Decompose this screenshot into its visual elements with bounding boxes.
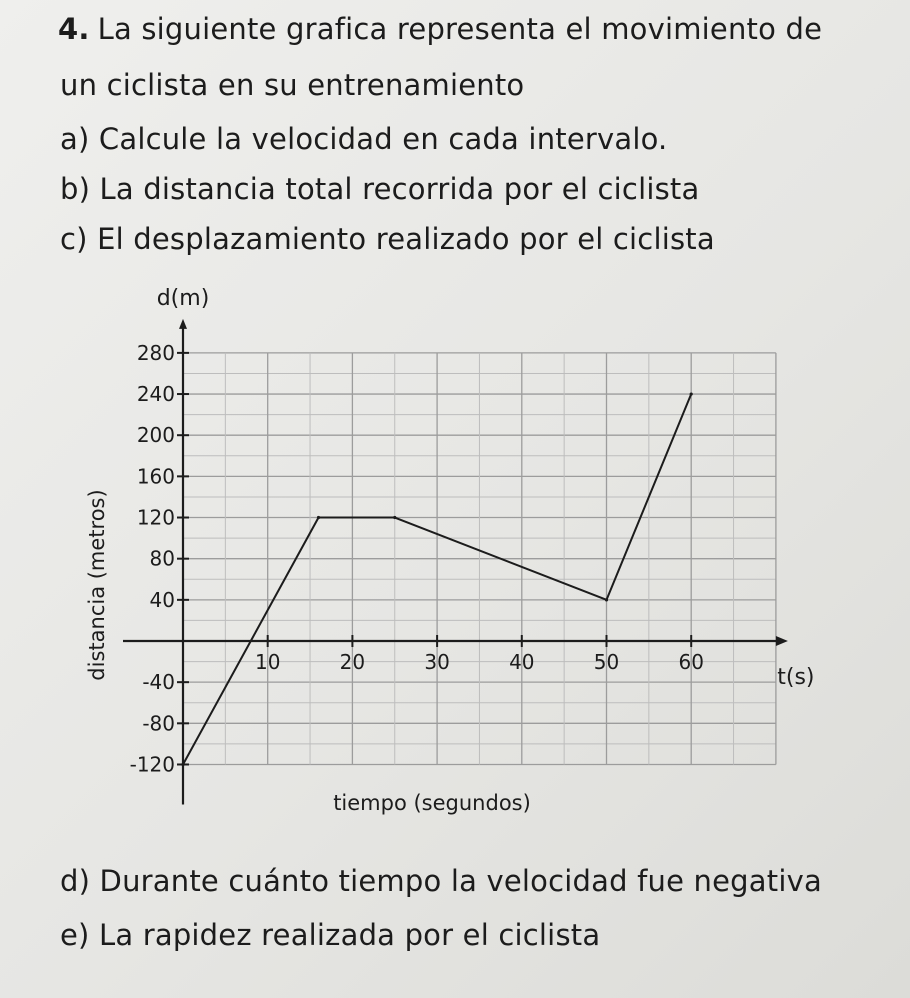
graph-axes	[123, 319, 788, 805]
question-part-d: d) Durante cuánto tiempo la velocidad fue negativa	[60, 864, 822, 898]
y-tick-label: -80	[142, 711, 175, 736]
x-tick-label: 10	[254, 650, 281, 674]
y-tick-label: -40	[142, 670, 175, 695]
x-axis-arrow	[776, 636, 788, 646]
x-bottom-label: tiempo (segundos)	[333, 791, 531, 815]
question-number: 4.	[58, 12, 90, 46]
question-part-b: b) La distancia total recorrida por el ciclista	[60, 172, 700, 206]
x-tick-label: 30	[424, 650, 450, 674]
x-tick-label: 50	[593, 650, 620, 674]
y-tick-label: 240	[136, 382, 175, 407]
y-tick-label: 40	[149, 587, 175, 612]
y-tick-label: 160	[136, 464, 175, 489]
y-tick-label: 280	[136, 340, 175, 365]
question-part-c: c) El desplazamiento realizado por el ciclista	[60, 222, 715, 256]
y-tick-label: 120	[136, 505, 175, 530]
data-point	[605, 598, 608, 601]
x-tick-label: 20	[339, 650, 366, 674]
data-point	[690, 392, 693, 395]
x-tick-label: 40	[509, 650, 535, 674]
question-part-e: e) La rapidez realizada por el ciclista	[60, 918, 601, 952]
data-point	[317, 516, 320, 519]
y-side-label: distancia (metros)	[85, 489, 109, 681]
question-intro-line2: un ciclista en su entrenamiento	[60, 68, 525, 102]
question-part-a: a) Calcule la velocidad en cada intervalo.	[60, 122, 668, 156]
x-axis-label: t(s)	[777, 665, 815, 690]
y-tick-label: -120	[129, 752, 175, 777]
question-intro-line1: La siguiente grafica representa el movimiento de	[97, 12, 823, 46]
graph-axis-labels	[85, 286, 815, 815]
y-tick-label: 200	[136, 423, 175, 448]
data-point	[393, 516, 396, 519]
y-tick-label: 80	[149, 546, 175, 571]
y-axis-arrow	[179, 319, 187, 329]
graph-grid	[183, 353, 776, 765]
x-tick-label: 60	[678, 650, 704, 674]
data-point	[181, 763, 184, 766]
y-axis-label: d(m)	[156, 286, 210, 311]
